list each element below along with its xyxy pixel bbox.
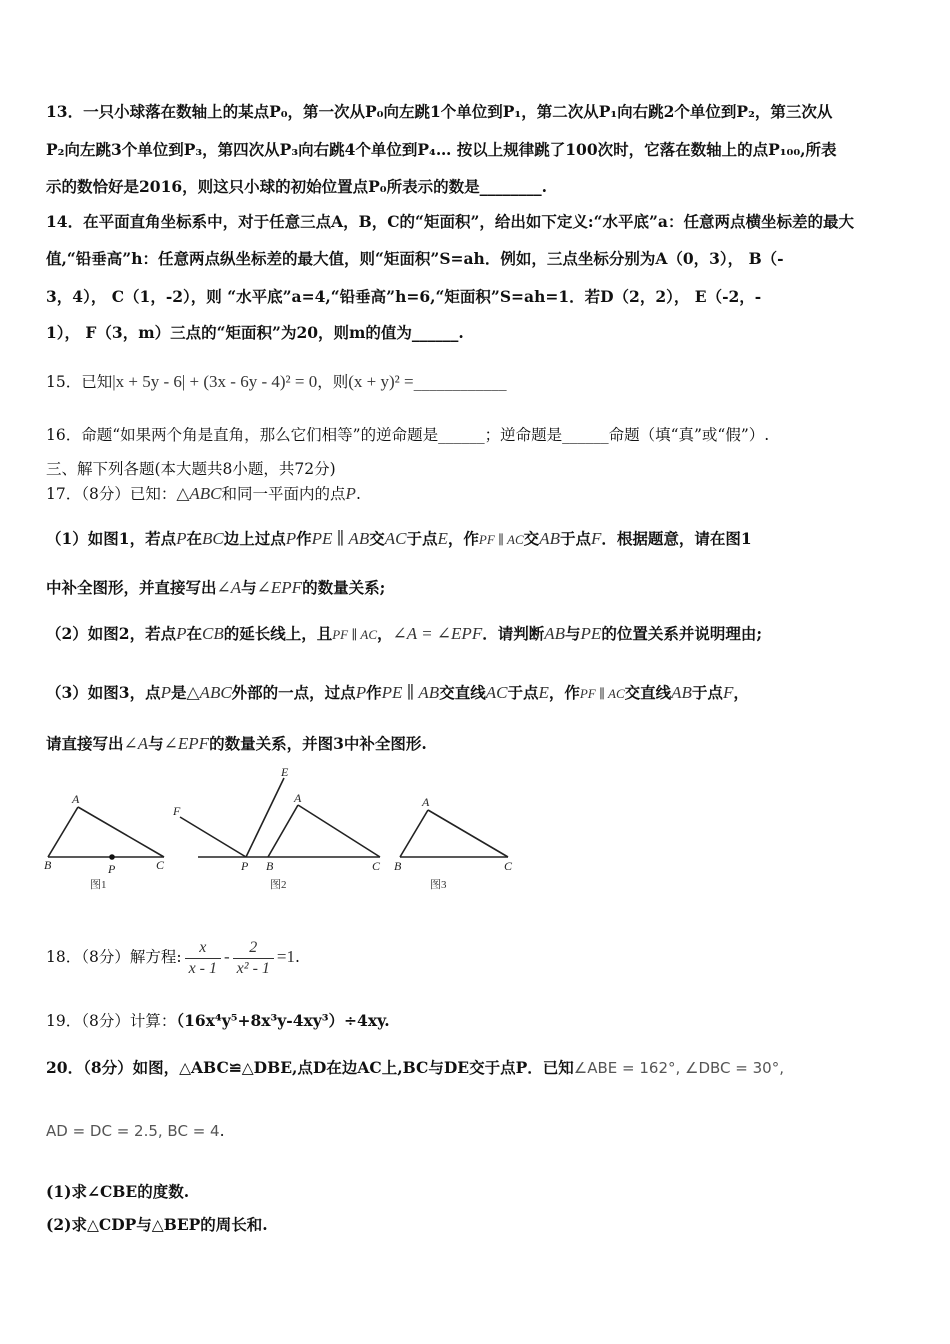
inline-text: AB bbox=[544, 624, 566, 643]
fig3-label-c: C bbox=[504, 859, 513, 873]
q15-expression2: (x + y)² = bbox=[348, 372, 414, 391]
fig3-side-ab bbox=[400, 810, 428, 857]
q14-line1: 14．在平面直角坐标系中，对于任意三点A，B，C的“矩面积”，给出如下定义:“水平底”a：任意两点横坐标差的最大 bbox=[46, 212, 854, 231]
q18-rhs: =1 bbox=[276, 947, 295, 966]
inline-text: PF ∥ AC bbox=[332, 627, 377, 642]
inline-text: 与 bbox=[148, 734, 164, 753]
q18-fraction2 bbox=[233, 938, 274, 979]
fig2-label-b: B bbox=[266, 859, 274, 873]
q17-head-end: . bbox=[355, 485, 361, 503]
inline-text: 在 bbox=[186, 529, 202, 548]
q17-head bbox=[46, 483, 910, 505]
inline-text: 交 bbox=[369, 529, 385, 548]
inline-text: . bbox=[219, 1122, 225, 1140]
q15-mid: ，则 bbox=[317, 373, 349, 391]
inline-text: 是 bbox=[170, 683, 187, 702]
fig1-caption: 图1 bbox=[90, 879, 107, 891]
q18-fraction1 bbox=[185, 938, 221, 979]
fig1-label-b: B bbox=[44, 858, 52, 872]
fig1-side-ac bbox=[78, 807, 164, 857]
fig2-label-p: P bbox=[241, 859, 249, 873]
inline-text: PF ∥ AC bbox=[478, 532, 524, 547]
section-3-header: 三、解下列各题(本大题共8小题，共72分) bbox=[46, 460, 336, 478]
q20-sub1: (1)求∠CBE的度数. bbox=[46, 1182, 190, 1201]
inline-text: P bbox=[285, 529, 297, 548]
inline-text: （2）如图2，若点 bbox=[46, 624, 177, 643]
q15-expression: |x + 5y - 6| + (3x - 6y - 4)² = 0 bbox=[112, 372, 318, 391]
inline-text: x - 1 bbox=[188, 959, 217, 977]
inline-text: 的数量关系; bbox=[302, 578, 386, 597]
inline-text: 交直线 bbox=[624, 683, 672, 702]
q13-line1: 13．一只小球落在数轴上的某点P₀，第一次从P₀向左跳1个单位到P₁，第二次从P₁向右跳2个单位到P₂，第三次从 bbox=[46, 102, 833, 121]
inline-text: E bbox=[538, 683, 549, 702]
fig2-caption: 图2 bbox=[270, 879, 287, 891]
inline-text: 边上过点 bbox=[223, 529, 286, 548]
inline-text: ∠A bbox=[123, 734, 149, 753]
inline-text: 作 bbox=[296, 529, 312, 548]
inline-text: （1）如图1，若点 bbox=[46, 529, 177, 548]
inline-text: 2 bbox=[233, 938, 274, 959]
fig1-side-ab bbox=[48, 807, 78, 857]
inline-text: PF ∥ AC bbox=[579, 686, 625, 701]
q20-given-angles: ∠ABE = 162°, ∠DBC = 30°, bbox=[573, 1059, 784, 1077]
q14-line2: 值,“铅垂高”h：任意两点纵坐标差的最大值，则“矩面积”S=ah．例如，三点坐标分别为A（0，3）， B（- bbox=[46, 249, 784, 268]
inline-text: ，作 bbox=[447, 529, 479, 548]
inline-text: 交直线 bbox=[439, 683, 486, 702]
fig2-label-a: A bbox=[294, 791, 302, 805]
inline-text: P bbox=[176, 529, 187, 548]
q20-sub2: (2)求△CDP与△BEP的周长和. bbox=[46, 1215, 268, 1234]
fig2-label-f: F bbox=[173, 804, 181, 818]
q17-head-triangle: △ABC bbox=[176, 484, 222, 503]
inline-text: E bbox=[437, 529, 448, 548]
fig3-label-a: A bbox=[422, 795, 430, 809]
inline-text: 于点 bbox=[691, 683, 723, 702]
fig2-side-ac bbox=[298, 805, 380, 857]
fig3-side-ac bbox=[428, 810, 508, 857]
fig2-label-c: C bbox=[372, 859, 381, 873]
q14-line4: 1）， F（3，m）三点的“矩面积”为20，则m的值为______. bbox=[46, 323, 464, 342]
inline-text: PE ∥ AB bbox=[311, 529, 370, 548]
q17-part3-line1 bbox=[46, 682, 910, 705]
inline-text: ∠A bbox=[216, 578, 242, 597]
q13-line3: 示的数恰好是2016，则这只小球的初始位置点P₀所表示的数是________. bbox=[46, 177, 547, 196]
inline-text: PE ∥ AB bbox=[381, 683, 440, 702]
q17-head-text: 17．（8分）已知： bbox=[46, 485, 177, 503]
q16-line: 16．命题“如果两个角是直角，那么它们相等”的逆命题是______；逆命题是______命题（填“真”或“假”）. bbox=[46, 426, 770, 444]
inline-text: 中补全图形，并直接写出 bbox=[46, 578, 217, 597]
inline-text: 与 bbox=[565, 624, 581, 643]
inline-text: 于点 bbox=[406, 529, 438, 548]
fig3-label-b: B bbox=[394, 859, 402, 873]
inline-text: ．请判断 bbox=[482, 624, 545, 643]
q20-head: 20．（8分）如图，△ABC≌△DBE,点D在边AC上,BC与DE交于点P．已知 bbox=[46, 1058, 574, 1077]
q17-part2-line bbox=[46, 623, 910, 646]
inline-text: F bbox=[590, 529, 602, 548]
q17-head-text2: 和同一平面内的点 bbox=[221, 485, 346, 503]
fig2-line-pf bbox=[180, 817, 246, 857]
inline-text: 的延长线上，且 bbox=[223, 624, 333, 643]
inline-text: x² - 1 bbox=[236, 959, 270, 977]
inline-text: ，作 bbox=[548, 683, 580, 702]
inline-text: F bbox=[722, 683, 734, 702]
inline-text: 于点 bbox=[559, 529, 591, 548]
q15-blank: ____________ bbox=[413, 373, 507, 391]
inline-text: 外部的一点，过点 bbox=[231, 683, 356, 702]
inline-text: P bbox=[176, 624, 187, 643]
q18-operator: - bbox=[224, 947, 230, 966]
inline-text: 与 bbox=[241, 578, 257, 597]
inline-text: P bbox=[160, 683, 171, 702]
inline-text: AC bbox=[485, 683, 508, 702]
inline-text: ∠A = ∠EPF bbox=[392, 624, 483, 643]
fig2-label-e: E bbox=[281, 765, 289, 779]
q18-line bbox=[46, 936, 910, 979]
fig2-line-pe bbox=[246, 778, 284, 857]
q17-part1-line2 bbox=[46, 577, 910, 599]
q15-line bbox=[46, 371, 910, 393]
inline-text: 于点 bbox=[507, 683, 539, 702]
q14-line3: 3，4）， C（1，-2），则 “水平底”a=4,“铅垂高”h=6,“矩面积”S=ah=1．若D（2，2）， E（-2，- bbox=[46, 287, 762, 306]
inline-text: x bbox=[185, 938, 221, 959]
inline-text: AC bbox=[384, 529, 407, 548]
inline-text: 作 bbox=[366, 683, 382, 702]
fig3-caption: 图3 bbox=[430, 879, 447, 891]
q17-part1-line1 bbox=[46, 528, 910, 551]
inline-text: ， bbox=[733, 683, 749, 702]
q19-head: 19．（8分）计算： bbox=[46, 1012, 177, 1030]
inline-text: ∠EPF bbox=[256, 578, 303, 597]
inline-text: 在 bbox=[186, 624, 202, 643]
q13-line2: P₂向左跳3个单位到P₃，第四次从P₃向右跳4个单位到P₄… 按以上规律跳了100次时，它落在数轴上的点P₁₀₀,所表 bbox=[46, 140, 837, 159]
inline-text: . bbox=[295, 948, 300, 966]
inline-text: CB bbox=[201, 624, 224, 643]
inline-text: △ABC bbox=[186, 683, 232, 702]
inline-text: AB bbox=[671, 683, 692, 702]
inline-text: ， bbox=[377, 624, 393, 643]
q20-line2 bbox=[46, 1120, 910, 1142]
inline-text: P bbox=[355, 683, 367, 702]
inline-text: ∠EPF bbox=[163, 734, 210, 753]
fig1-label-a: A bbox=[72, 792, 80, 806]
inline-text: 交 bbox=[523, 529, 540, 548]
q15-prefix: 15．已知 bbox=[46, 373, 113, 391]
q20-line1 bbox=[46, 1057, 910, 1079]
inline-text: BC bbox=[201, 529, 224, 548]
fig1-point-p bbox=[109, 854, 115, 860]
inline-text: 的数量关系，并图3中补全图形. bbox=[209, 734, 427, 753]
q17-figures bbox=[40, 762, 530, 897]
fig1-label-p: P bbox=[108, 862, 116, 876]
fig1-label-c: C bbox=[156, 858, 165, 872]
inline-text: 请直接写出 bbox=[46, 734, 124, 753]
q20-given-lengths: AD = DC = 2.5, BC = 4 bbox=[46, 1122, 220, 1140]
q17-head-point: P bbox=[345, 484, 356, 503]
inline-text: ．根据题意，请在图1 bbox=[601, 529, 752, 548]
inline-text: 的位置关系并说明理由; bbox=[601, 624, 763, 643]
q18-head: 18．（8分）解方程: bbox=[46, 948, 182, 966]
q17-part3-line2 bbox=[46, 733, 910, 755]
inline-text: AB bbox=[539, 529, 560, 548]
q19-line bbox=[46, 1010, 910, 1032]
fig2-side-ab bbox=[268, 805, 298, 857]
inline-text: PE bbox=[580, 624, 602, 643]
q19-expression: （16x⁴y⁵+8x³y-4xy³）÷4xy. bbox=[176, 1011, 390, 1030]
inline-text: （3）如图3，点 bbox=[46, 683, 161, 702]
